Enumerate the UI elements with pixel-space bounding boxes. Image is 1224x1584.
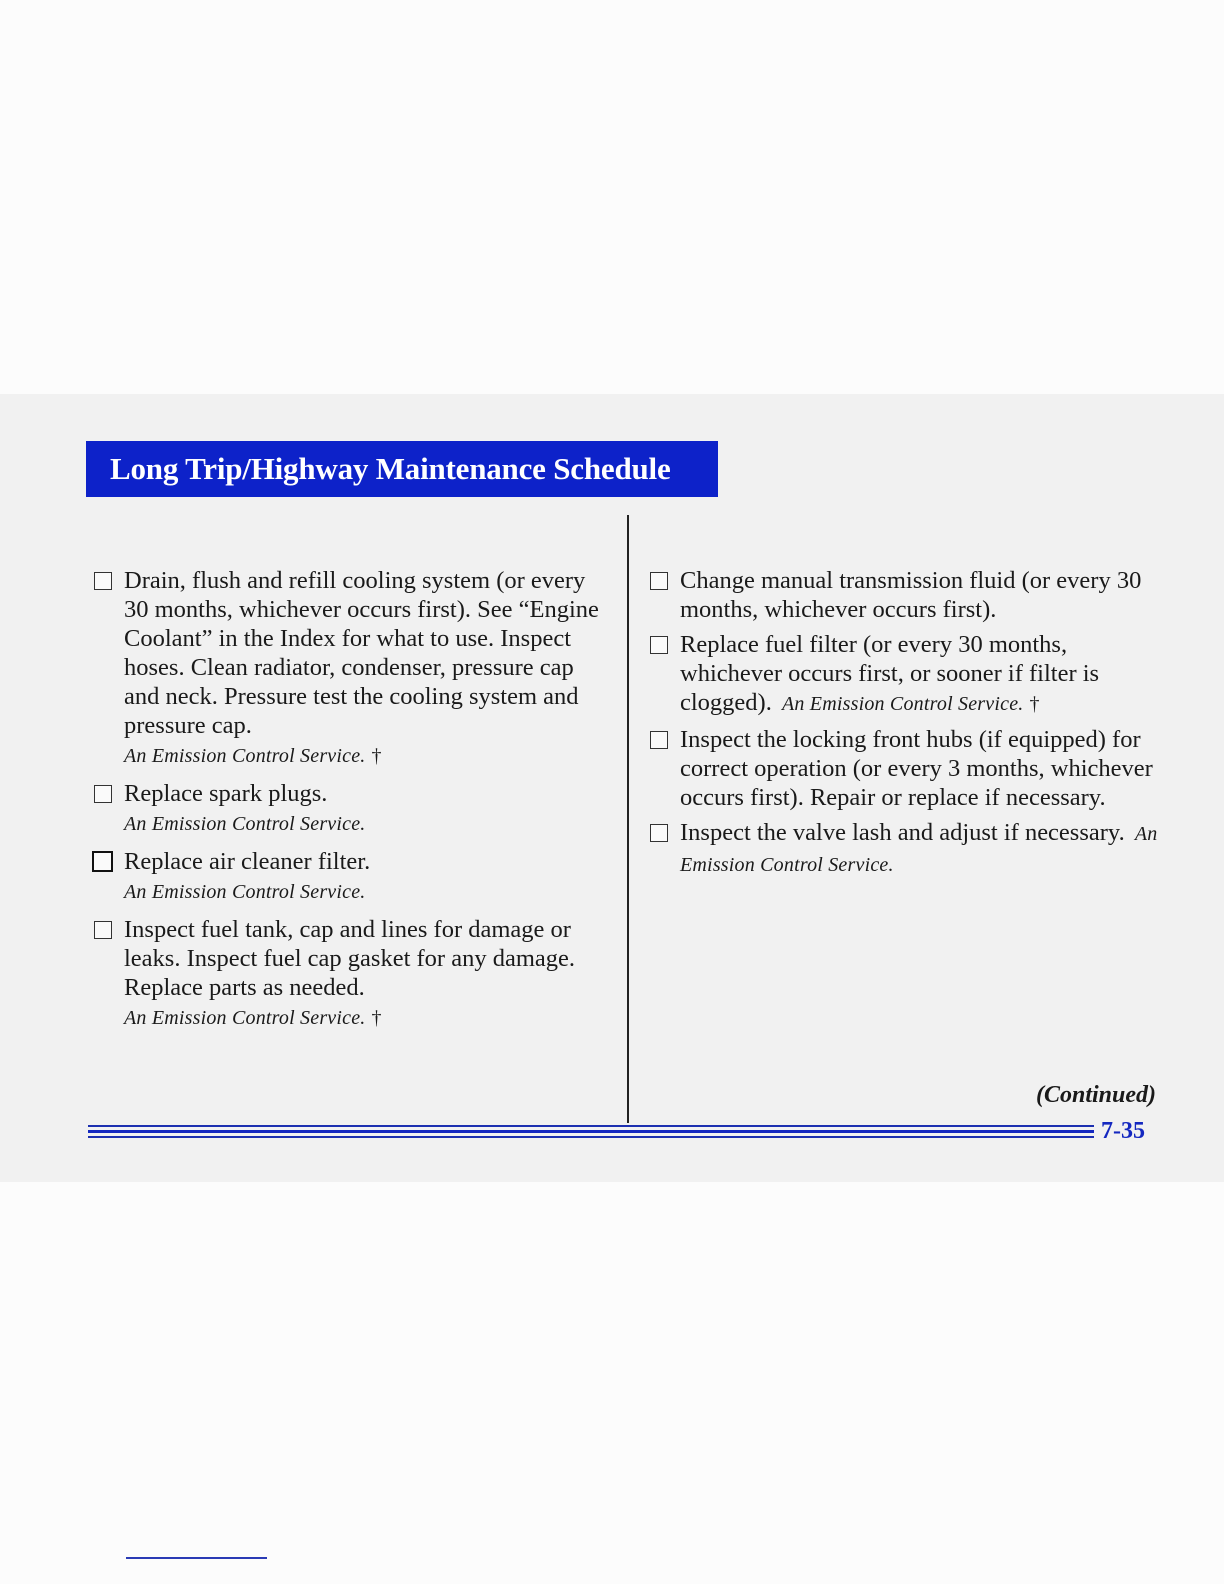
item-text: Inspect fuel tank, cap and lines for damage or leaks. Inspect fuel cap gasket for any damage. Replace parts as needed. [124, 916, 576, 1001]
item-text: Inspect the valve lash and adjust if necessary. [680, 819, 1125, 846]
item-text: Replace fuel filter (or every 30 months, whichever occurs first, or sooner if filter is clogged). [680, 631, 1100, 716]
checkbox-icon[interactable] [94, 785, 112, 803]
checklist-item [92, 566, 600, 773]
continued-label: (Continued) [1035, 1082, 1156, 1108]
item-text: Inspect the locking front hubs (if equipped) for correct operation (or every 3 months, whichever occurs first). Repair or replace if necessary. [680, 726, 1153, 811]
footer-divider [126, 1557, 267, 1559]
page-title: Long Trip/Highway Maintenance Schedule [110, 451, 671, 486]
item-text: Replace air cleaner filter. [124, 848, 371, 875]
page-number: 7-35 [1101, 1118, 1145, 1144]
emission-note: An Emission Control Service. [124, 813, 366, 835]
checkbox-icon[interactable] [650, 824, 668, 842]
dagger-mark: † [371, 745, 382, 767]
checklist-item [92, 847, 600, 909]
checklist-item [648, 566, 1168, 624]
checkbox-icon[interactable] [650, 636, 668, 654]
item-text: Replace spark plugs. [124, 780, 328, 807]
item-text: Drain, flush and refill cooling system (or every 30 months, whichever occurs first). See “Engine Coolant” in the Index for what to use. Inspect hoses. Clean radiator, condenser, pressure cap and neck. Pressure test the cooling system and pressure cap. [124, 567, 599, 739]
emission-note: An Emission Control Service. [680, 823, 1158, 876]
checkbox-icon[interactable] [94, 921, 112, 939]
checkbox-icon[interactable] [650, 731, 668, 749]
footer-rule [88, 1125, 1094, 1127]
checkbox-icon[interactable] [650, 572, 668, 590]
checklist-item [648, 630, 1168, 719]
emission-note: An Emission Control Service. [781, 693, 1024, 715]
checklist-item [648, 725, 1168, 812]
dagger-mark: † [371, 1007, 382, 1029]
column-divider [627, 515, 629, 1123]
footer-rule [88, 1130, 1094, 1133]
dagger-mark: † [1029, 693, 1040, 715]
right-column [648, 566, 1168, 886]
emission-note: An Emission Control Service. [124, 881, 366, 903]
footer-rule [88, 1136, 1094, 1138]
checkbox-icon[interactable] [92, 851, 113, 872]
item-text: Change manual transmission fluid (or every 30 months, whichever occurs first). [680, 567, 1142, 623]
checkbox-icon[interactable] [94, 572, 112, 590]
section-title-banner [86, 441, 718, 497]
checklist-item [648, 818, 1168, 880]
checklist-item [92, 779, 600, 841]
checklist-item [92, 915, 600, 1035]
emission-note: An Emission Control Service. † [124, 745, 382, 767]
left-column [92, 566, 600, 1041]
emission-note: An Emission Control Service. † [124, 1007, 382, 1029]
